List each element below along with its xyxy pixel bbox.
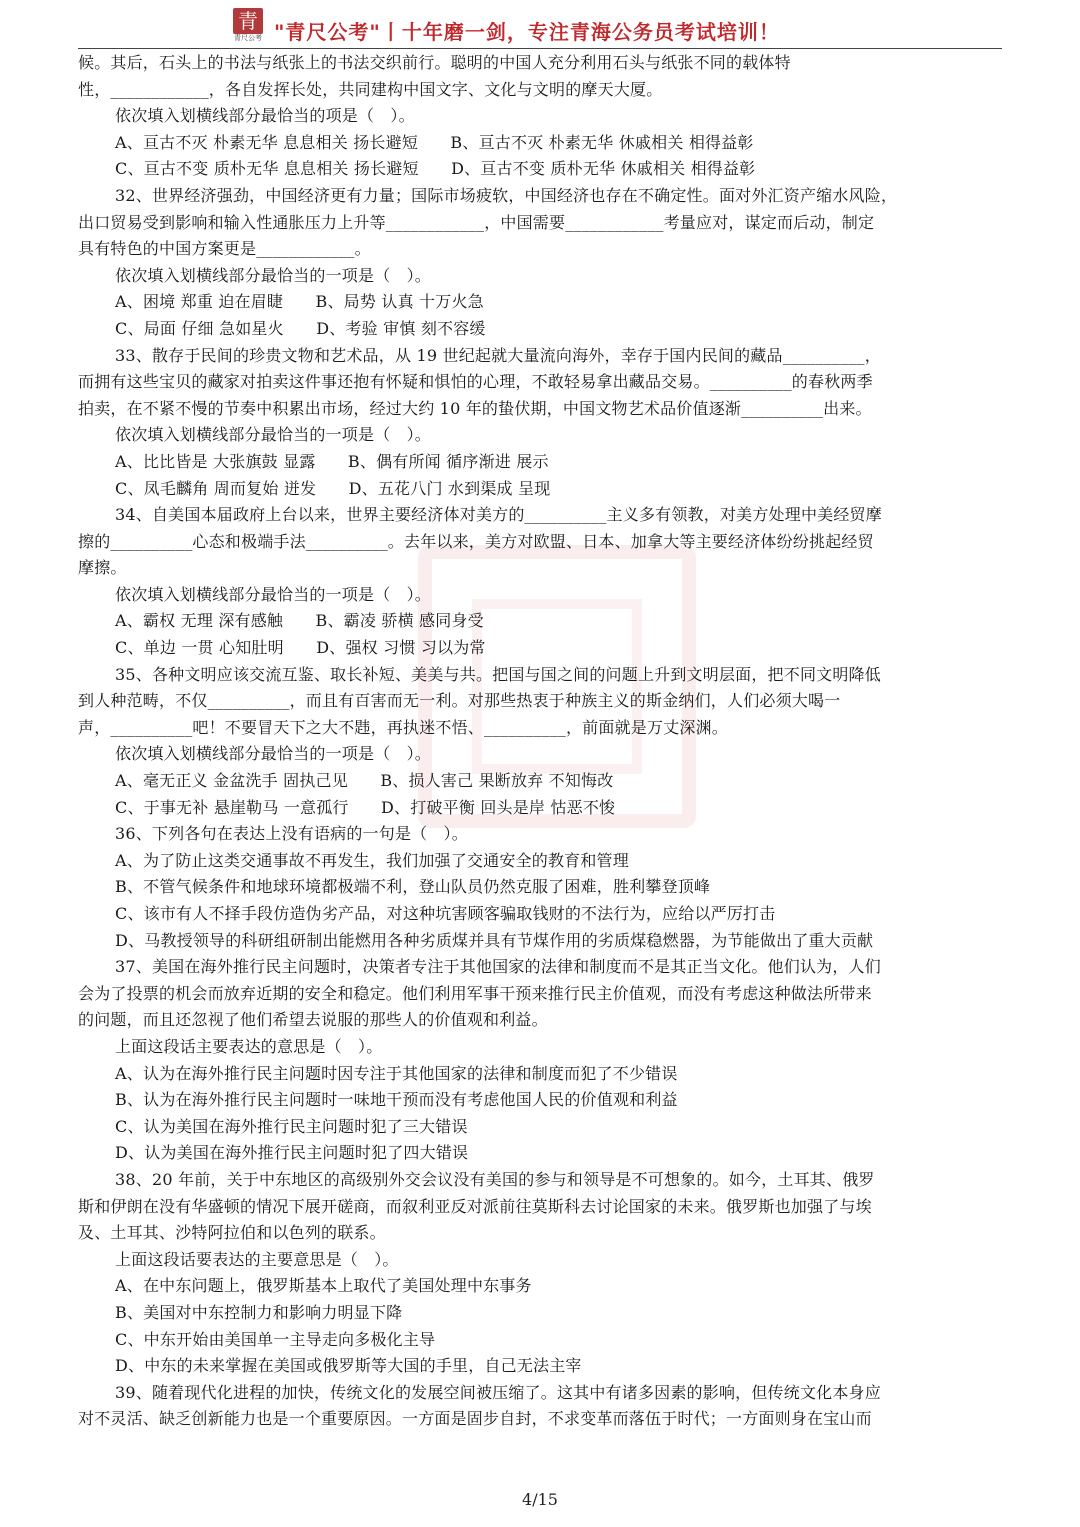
text-line: D、认为美国在海外推行民主问题时犯了四大错误	[115, 1143, 469, 1163]
text-line: A、比比皆是 大张旗鼓 显露 B、偶有所闻 循序渐进 展示	[115, 451, 549, 471]
document-body	[78, 50, 1004, 1433]
text-line: D、中东的未来掌握在美国或俄罗斯等大国的手里，自己无法主宰	[115, 1356, 582, 1376]
text-line: A、霸权 无理 深有感触 B、霸凌 骄横 感同身受	[115, 611, 484, 631]
text-line: 35、各种文明应该交流互鉴、取长补短、美美与共。把国与国之间的问题上升到文明层面，把不同文明降低	[115, 664, 881, 684]
text-line: 39、随着现代化进程的加快，传统文化的发展空间被压缩了。这其中有诸多因素的影响，但传统文化本身应	[115, 1382, 881, 1402]
text-line: 32、世界经济强劲，中国经济更有力量；国际市场疲软，中国经济也存在不确定性。面对外汇资产缩水风险，	[115, 185, 898, 205]
text-line: 而拥有这些宝贝的藏家对拍卖这件事还抱有怀疑和惧怕的心理，不敢轻易拿出藏品交易。__________的春秋两季	[78, 372, 873, 392]
text-line: A、认为在海外推行民主问题时因专注于其他国家的法律和制度而犯了不少错误	[115, 1063, 678, 1083]
text-line: 上面这段话主要表达的意思是（ ）。	[115, 1036, 383, 1056]
text-line: 38、20 年前，关于中东地区的高级别外交会议没有美国的参与和领导是不可想象的。如今，土耳其、俄罗	[115, 1169, 875, 1189]
text-line: 到人种范畴，不仅__________，而且有百害而无一利。对那些热衷于种族主义的斯金纳们，人们必须大喝一	[78, 691, 841, 711]
text-line: 上面这段话要表达的主要意思是（ ）。	[115, 1249, 399, 1269]
logo-icon: 青	[233, 8, 263, 34]
text-line: 对不灵活、缺乏创新能力也是一个重要原因。一方面是固步自封，不求变革而落伍于时代；一方面则身在宝山而	[78, 1409, 872, 1429]
text-line: 37、美国在海外推行民主问题时，决策者专注于其他国家的法律和制度而不是其正当文化。他们认为，人们	[115, 957, 881, 977]
text-line: 36、下列各句在表达上没有语病的一句是（ ）。	[115, 824, 468, 844]
text-line: 具有特色的中国方案更是____________。	[78, 239, 371, 259]
text-line: 33、散存于民间的珍贵文物和艺术品，从 19 世纪起就大量流向海外，幸存于国内民间的藏品__________，	[115, 345, 881, 365]
text-line: A、在中东问题上，俄罗斯基本上取代了美国处理中东事务	[115, 1276, 532, 1296]
text-line: 会为了投票的机会而放弃近期的安全和稳定。他们利用军事干预来推行民主价值观，而没有考虑这种做法所带来	[78, 983, 872, 1003]
text-line: 依次填入划横线部分最恰当的一项是（ ）。	[115, 744, 432, 764]
text-line: 依次填入划横线部分最恰当的一项是（ ）。	[115, 425, 432, 445]
text-line: 性，____________，各自发挥长处，共同建构中国文字、文化与文明的摩天大厦。	[78, 79, 663, 99]
text-line: 斯和伊朗在没有华盛顿的情况下展开磋商，而叙利亚反对派前往莫斯科去讨论国家的未来。俄罗斯也加强了与埃	[78, 1196, 872, 1216]
logo	[228, 8, 268, 48]
text-line: C、凤毛麟角 周而复始 迸发 D、五花八门 水到渠成 呈现	[115, 478, 551, 498]
logo-caption: 青尺公考	[234, 34, 262, 42]
text-line: C、该市有人不择手段仿造伪劣产品，对这种坑害顾客骗取钱财的不法行为，应给以严厉打击	[115, 904, 776, 923]
page-number: 4/15	[522, 1490, 558, 1509]
text-line: B、认为在海外推行民主问题时一味地干预而没有考虑他国人民的价值观和利益	[115, 1090, 678, 1110]
text-line: B、美国对中东控制力和影响力明显下降	[115, 1302, 403, 1322]
header-slogan: "青尺公考"丨十年磨一剑，专注青海公务员考试培训！	[274, 20, 780, 44]
text-line: 依次填入划横线部分最恰当的项是（ ）。	[115, 106, 415, 126]
text-line: A、为了防止这类交通事故不再发生，我们加强了交通安全的教育和管理	[115, 850, 629, 870]
text-line: 的问题，而且还忽视了他们希望去说服的那些人的价值观和利益。	[78, 1010, 548, 1030]
text-line: 声，__________吧！不要冒天下之大不韪，再执迷不悟、__________，前面就是万丈深渊。	[78, 717, 729, 737]
text-line: B、不管气候条件和地球环境都极端不利，登山队员仍然克服了困难，胜利攀登顶峰	[115, 877, 711, 897]
text-line: 候。其后，石头上的书法与纸张上的书法交织前行。聪明的中国人充分利用石头与纸张不同的载体特	[78, 53, 791, 72]
text-line: 依次填入划横线部分最恰当的一项是（ ）。	[115, 584, 432, 604]
text-line: A、毫无正义 金盆洗手 固执己见 B、损人害己 果断放弃 不知悔改	[115, 771, 614, 791]
text-line: C、亘古不变 质朴无华 息息相关 扬长避短 D、亘古不变 质朴无华 休戚相关 相得益彰	[115, 159, 756, 179]
page-header	[78, 6, 1002, 49]
text-line: C、认为美国在海外推行民主问题时犯了三大错误	[115, 1116, 468, 1136]
text-line: A、亘古不灭 朴素无华 息息相关 扬长避短 B、亘古不灭 朴素无华 休戚相关 相得益彰	[115, 132, 754, 152]
text-line: 出口贸易受到影响和输入性通胀压力上升等____________，中国需要____________考量应对，谋定而后动，制定	[78, 212, 875, 232]
text-line: 及、土耳其、沙特阿拉伯和以色列的联系。	[78, 1223, 386, 1243]
text-line: D、马教授领导的科研组研制出能燃用各种劣质煤并具有节煤作用的劣质煤稳燃器，为节能做出了重大贡献	[115, 930, 874, 950]
text-line: 摩擦。	[78, 558, 127, 578]
text-line: C、于事无补 悬崖勒马 一意孤行 D、打破平衡 回头是岸 怙恶不悛	[115, 797, 616, 817]
text-line: A、困境 郑重 迫在眉睫 B、局势 认真 十万火急	[115, 292, 484, 312]
text-line: 拍卖，在不紧不慢的节奏中积累出市场，经过大约 10 年的蛰伏期，中国文物艺术品价值逐渐__________出来。	[78, 398, 872, 418]
text-line: C、局面 仔细 急如星火 D、考验 审慎 刻不容缓	[115, 318, 486, 338]
text-line: 擦的__________心态和极端手法__________。去年以来，美方对欧盟、日本、加拿大等主要经济体纷纷挑起经贸	[78, 531, 874, 551]
text-line: C、单边 一贯 心知肚明 D、强权 习惯 习以为常	[115, 638, 486, 658]
text-line: 34、自美国本届政府上台以来，世界主要经济体对美方的__________主义多有领教，对美方处理中美经贸摩	[115, 505, 882, 525]
text-line: C、中东开始由美国单一主导走向多极化主导	[115, 1329, 436, 1349]
text-line: 依次填入划横线部分最恰当的一项是（ ）。	[115, 265, 432, 285]
